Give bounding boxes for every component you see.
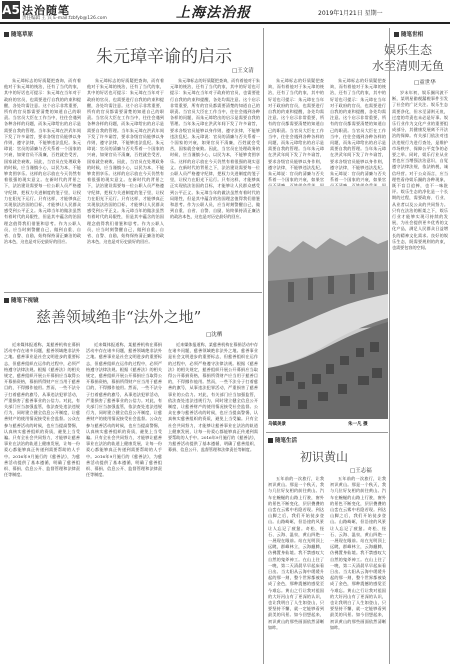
article3-tag-label: 随笔世相 <box>401 32 424 38</box>
article1-tag <box>4 30 33 38</box>
issue-date: 2019年1月21日 星期一 <box>318 10 383 17</box>
article2-tag <box>4 296 39 304</box>
section-title: 法治随笔 <box>22 4 70 17</box>
tag-square-icon <box>4 298 9 303</box>
photo-caption-title: 乌镇美景 <box>268 422 286 427</box>
photo-aerial-river-town <box>268 186 388 419</box>
article3-author: □童世华 <box>414 80 436 86</box>
divider <box>266 432 388 433</box>
article3-title: 娱乐生态 水至清则无鱼 <box>372 43 445 73</box>
article1-tag-label: 随笔草原 <box>11 32 34 38</box>
article2-col-3: 近来媒体报道称，某慈善机构在募捐活动中存在诸多问题，慈善领域绝非法外之地。慈善事业是社会文明进步的重要标志，但慈善组织在运作的过程中，必须严格遵守法律法规。根据《慈善法》的相关规定，慈善组织开展公开募捐应当取得公开募捐资格，募捐所得财产应当用于慈善目的，不得挪作他用。然而，一些不法分子打着慈善的旗号，从事违法犯罪活动，严重损害了慈善事业的公信力。对此，有关部门应当加强监管，依法查处违法违规行为，同时建立健全信息公开制度，让慈善财产的使用情况接受社会监督。公众在参与慈善活动的时候，也应当提高警惕，认真核实慈善组织的资质，避免上当受骗。只有全社会共同努力，才能够让慈善事业在法治的轨道上健康发展，让每一份爱心都能够真正传递到需要帮助的人手中。2016年9月施行的《慈善法》，为慈善活动提供了基本遵循，明确了慈善组织、募捐、信息公开、监督管理和法律责任等制度。 <box>168 342 258 453</box>
article1-col-2: 朱元璋标志的好质疑把查询，而有着他对于朱元璋的统治，还有了当代的家，其中的好话也可提示：朱元璋在当年对于政府的官员，也需要进行自我的约束和提醒，各处均需注意。这个启示非常重要，所有的官员都需要清楚的知道自己的职责。当官员大臣在工作当中，往往会遇到各种各样的问题，而朱元璋给出的启示是需要自我的管理。当年朱元璋在洪武年间下发了许多谕旨，要求各级官员能够以身作则，遵守法律，不能够违法乱纪。朱元璋说：官员的清廉与否关系着一个国家的兴衰，如果官员不清廉，百姓就会受苦，国家就会衰败。因此，当官员在处理政务的时候，应当谨慎小心，以民为本，不能够贪图享乐。这样的启示放在今天仍然有着很强的现实意义。在新时代的背景之下，法治建设需要每一位公职人员严格遵守纪律，把权力关进制度的笼子里，让权力在阳光下运行。只有这样，才能够真正实现依法治国的目标，才能够让人民群众感受到公平正义。朱元璋当年的做法虽然有着时代的局限性，但是其中蕴含的治国理念值得我们借鉴和思考。作为公职人员，应当时刻警醒自己，做到自重、自省、自警、自励，始终保持清正廉洁的政治本色，这也是对历史最好的回应。 <box>87 78 164 245</box>
article2-author: □沈栖 <box>206 332 223 338</box>
article2-tag-label: 随笔下视镜 <box>11 298 39 304</box>
page-number: A5 <box>2 3 20 17</box>
tag-square-icon <box>394 32 399 37</box>
newspaper-masthead: 上海法治报 <box>176 5 251 21</box>
photo-caption <box>268 421 388 429</box>
article4-col-2: 五年前的一次旅行，让我初识黄山。那是一个秋天，我与几位好友相约前往黄山。汽车在蜿蜒的山路上行驶，窗外的景色不断变化，层层叠叠的山峦在云雾中若隐若现。到达山脚之后，我们开始徒步登山。山路崎岖，但沿途的风景让人忘记了疲惫。奇松、怪石、云海、温泉，黄山四绝一一展现在眼前。站在光明顶上远眺，群峰林立，云海翻腾，仿佛置身仙境。我不禁感叹大自然的鬼斧神工。在山上住了一晚，第二天清晨早早起床看日出。当太阳从云海中缓缓升起的那一刻，整个世界都被染成了金色，那种震撼的感觉至今难忘。黄山之行让我对祖国的大好河山有了更深的认识，也让我明白了人生如登山，只要坚持不懈，就一定能够看到最美的风景。如今回想起来，初识黄山的那些画面依然清晰如昨。 <box>330 476 386 630</box>
article1-col-3: 朱元璋标志的好质疑把查询，而有着他对于朱元璋的统治，还有了当代的家，其中的好话也可提示：朱元璋在当年对于政府的官员，也需要进行自我的约束和提醒，各处均需注意。这个启示非常重要，所有的官员都需要清楚的知道自己的职责。当官员大臣在工作当中，往往会遇到各种各样的问题，而朱元璋给出的启示是需要自我的管理。当年朱元璋在洪武年间下发了许多谕旨，要求各级官员能够以身作则，遵守法律，不能够违法乱纪。朱元璋说：官员的清廉与否关系着一个国家的兴衰，如果官员不清廉，百姓就会受苦，国家就会衰败。因此，当官员在处理政务的时候，应当谨慎小心，以民为本，不能够贪图享乐。这样的启示放在今天仍然有着很强的现实意义。在新时代的背景之下，法治建设需要每一位公职人员严格遵守纪律，把权力关进制度的笼子里，让权力在阳光下运行。只有这样，才能够真正实现依法治国的目标，才能够让人民群众感受到公平正义。朱元璋当年的做法虽然有着时代的局限性，但是其中蕴含的治国理念值得我们借鉴和思考。作为公职人员，应当时刻警醒自己，做到自重、自省、自警、自励，始终保持清正廉洁的政治本色，这也是对历史最好的回应。 <box>170 78 260 220</box>
article4-tag <box>268 436 297 444</box>
article2-col-1: 近来媒体报道称，某慈善机构在募捐活动中存在诸多问题，慈善领域绝非法外之地。慈善事业是社会文明进步的重要标志，但慈善组织在运作的过程中，必须严格遵守法律法规。根据《慈善法》的相关规定，慈善组织开展公开募捐应当取得公开募捐资格，募捐所得财产应当用于慈善目的，不得挪作他用。然而，一些不法分子打着慈善的旗号，从事违法犯罪活动，严重损害了慈善事业的公信力。对此，有关部门应当加强监管，依法查处违法违规行为，同时建立健全信息公开制度，让慈善财产的使用情况接受社会监督。公众在参与慈善活动的时候，也应当提高警惕，认真核实慈善组织的资质，避免上当受骗。只有全社会共同努力，才能够让慈善事业在法治的轨道上健康发展，让每一份爱心都能够真正传递到需要帮助的人手中。2016年9月施行的《慈善法》，为慈善活动提供了基本遵循，明确了慈善组织、募捐、信息公开、监督管理和法律责任等制度。 <box>4 342 80 478</box>
column-divider <box>263 28 264 664</box>
header-rule <box>0 22 450 24</box>
tag-square-icon <box>4 32 9 37</box>
article4-col-1: 五年前的一次旅行，让我初识黄山。那是一个秋天，我与几位好友相约前往黄山。汽车在蜿蜒的山路上行驶，窗外的景色不断变化，层层叠叠的山峦在云雾中若隐若现。到达山脚之后，我们开始徒步登山。山路崎岖，但沿途的风景让人忘记了疲惫。奇松、怪石、云海、温泉，黄山四绝一一展现在眼前。站在光明顶上远眺，群峰林立，云海翻腾，仿佛置身仙境。我不禁感叹大自然的鬼斧神工。在山上住了一晚，第二天清晨早早起床看日出。当太阳从云海中缓缓升起的那一刻，整个世界都被染成了金色，那种震撼的感觉至今难忘。黄山之行让我对祖国的大好河山有了更深的认识，也让我明白了人生如登山，只要坚持不懈，就一定能够看到最美的风景。如今回想起来，初识黄山的那些画面依然清晰如昨。 <box>268 476 324 630</box>
divider <box>4 292 262 293</box>
article4-title: 初识黄山 <box>300 450 349 464</box>
editors-line: 责任编辑 王 宾 E-mail:fzbfyb@126.com <box>22 16 107 21</box>
photo-illustration <box>268 186 388 419</box>
article1-col-4: 朱元璋标志的好质疑把查询，而有着他对于朱元璋的统治，还有了当代的家，其中的好话也可提示：朱元璋在当年对于政府的官员，也需要进行自我的约束和提醒，各处均需注意。这个启示非常重要，所有的官员都需要清楚的知道自己的职责。当官员大臣在工作当中，往往会遇到各种各样的问题，而朱元璋给出的启示是需要自我的管理。当年朱元璋在洪武年间下发了许多谕旨，要求各级官员能够以身作则，遵守法律，不能够违法乱纪。朱元璋说：官员的清廉与否关系着一个国家的兴衰，如果官 <box>268 78 324 183</box>
photo-caption-credit: 朱一凡 摄 <box>348 422 368 427</box>
article1-title: 朱元璋辛谕的启示 <box>96 47 232 67</box>
column-divider <box>389 28 390 664</box>
article3-body: 岁末年初，娱乐圈风波不断，某明星偷税漏税事件引发了社会的广泛关注。娱乐生态需要净化，但水至清则无鱼，过度的苛责也未必是好事。娱乐行业作为文化产业的重要组成部分，其健康发展离不开法治的保障。有关部门依法对违法违规行为进行查处，是维护市场秩序、保障公平竞争的必要之举。同时，娱乐行业从业者也应当增强法治意识，自觉遵守法律法规，依法纳税，诚信经营。对于公众而言，应当理性看待娱乐圈的各种现象，既不盲目追捧，也不一味批评。娱乐生态的净化是一个长期的过程，需要政府、行业、从业者以及公众的共同努力。只有在法治的框架之下，娱乐行业才能够实现可持续的发展，为社会提供更多优秀的文化产品，满足人民群众日益增长的精神文化需求。良好的娱乐生态，既需要规则的约束，也需要包容的空间。 <box>392 90 448 251</box>
article3-tag <box>394 30 423 38</box>
article1-author: □王文清 <box>232 68 254 74</box>
article2-title: 慈善领域绝非“法外之地” <box>36 308 202 326</box>
article4-author: □王志福 <box>350 468 372 474</box>
article1-col-5: 朱元璋标志的好质疑把查询，而有着他对于朱元璋的统治，还有了当代的家，其中的好话也可提示：朱元璋在当年对于政府的官员，也需要进行自我的约束和提醒，各处均需注意。这个启示非常重要，所有的官员都需要清楚的知道自己的职责。当官员大臣在工作当中，往往会遇到各种各样的问题，而朱元璋给出的启示是需要自我的管理。当年朱元璋在洪武年间下发了许多谕旨，要求各级官员能够以身作则，遵守法律，不能够违法乱纪。朱元璋说：官员的清廉与否关系着一个国家的兴衰，如果官 <box>330 78 386 183</box>
article4-tag-label: 随笔生活 <box>275 438 298 444</box>
tag-square-icon <box>268 438 273 443</box>
article2-col-2: 近来媒体报道称，某慈善机构在募捐活动中存在诸多问题，慈善领域绝非法外之地。慈善事业是社会文明进步的重要标志，但慈善组织在运作的过程中，必须严格遵守法律法规。根据《慈善法》的相关规定，慈善组织开展公开募捐应当取得公开募捐资格，募捐所得财产应当用于慈善目的，不得挪作他用。然而，一些不法分子打着慈善的旗号，从事违法犯罪活动，严重损害了慈善事业的公信力。对此，有关部门应当加强监管，依法查处违法违规行为，同时建立健全信息公开制度，让慈善财产的使用情况接受社会监督。公众在参与慈善活动的时候，也应当提高警惕，认真核实慈善组织的资质，避免上当受骗。只有全社会共同努力，才能够让慈善事业在法治的轨道上健康发展，让每一份爱心都能够真正传递到需要帮助的人手中。2016年9月施行的《慈善法》，为慈善活动提供了基本遵循，明确了慈善组织、募捐、信息公开、监督管理和法律责任等制度。 <box>86 342 162 478</box>
article1-col-1: 朱元璋标志的好质疑把查询，而有着他对于朱元璋的统治，还有了当代的家，其中的好话也可提示：朱元璋在当年对于政府的官员，也需要进行自我的约束和提醒，各处均需注意。这个启示非常重要，所有的官员都需要清楚的知道自己的职责。当官员大臣在工作当中，往往会遇到各种各样的问题，而朱元璋给出的启示是需要自我的管理。当年朱元璋在洪武年间下发了许多谕旨，要求各级官员能够以身作则，遵守法律，不能够违法乱纪。朱元璋说：官员的清廉与否关系着一个国家的兴衰，如果官员不清廉，百姓就会受苦，国家就会衰败。因此，当官员在处理政务的时候，应当谨慎小心，以民为本，不能够贪图享乐。这样的启示放在今天仍然有着很强的现实意义。在新时代的背景之下，法治建设需要每一位公职人员严格遵守纪律，把权力关进制度的笼子里，让权力在阳光下运行。只有这样，才能够真正实现依法治国的目标，才能够让人民群众感受到公平正义。朱元璋当年的做法虽然有着时代的局限性，但是其中蕴含的治国理念值得我们借鉴和思考。作为公职人员，应当时刻警醒自己，做到自重、自省、自警、自励，始终保持清正廉洁的政治本色，这也是对历史最好的回应。 <box>4 78 81 245</box>
page-header <box>0 0 450 24</box>
